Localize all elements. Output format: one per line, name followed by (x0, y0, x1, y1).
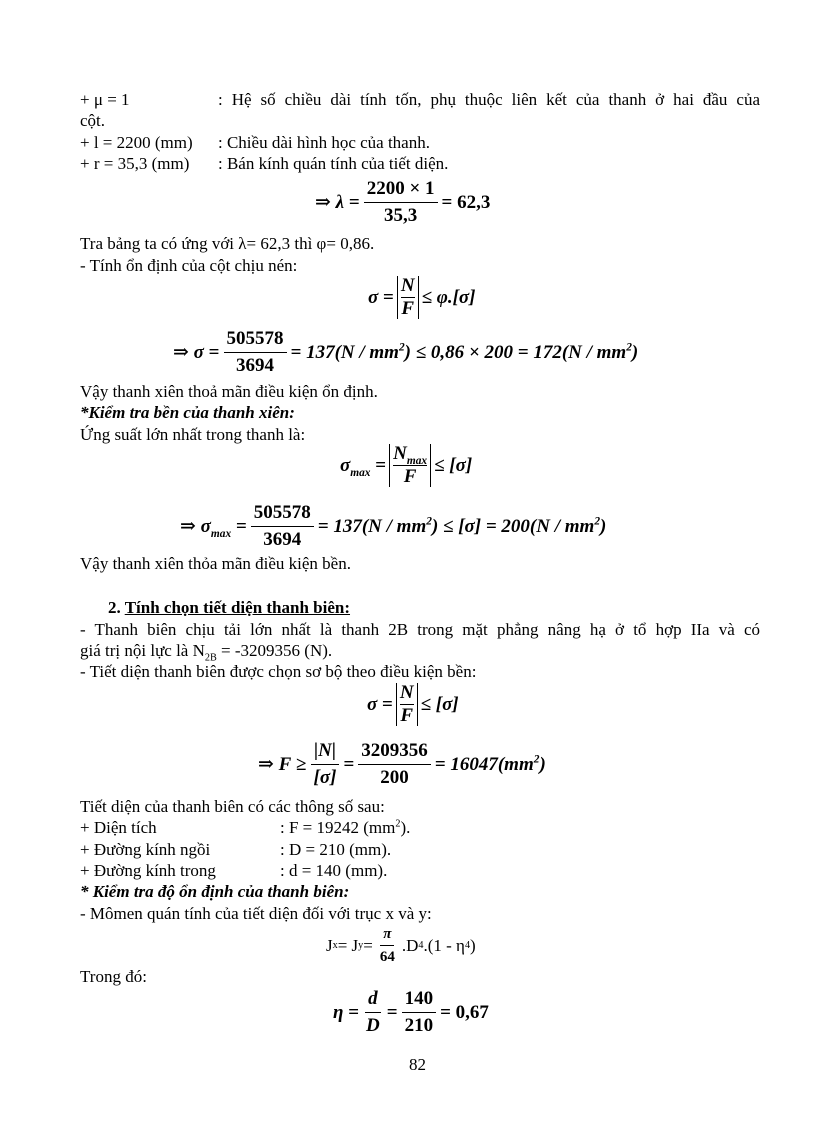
outer-diameter-line (80, 840, 391, 860)
denominator: D (366, 1015, 380, 1036)
equals: = (343, 753, 355, 775)
exponent: 2 (395, 818, 401, 830)
numerator: 2200 × 1 (364, 178, 438, 203)
area-value-end: ). (400, 818, 411, 837)
sigma-max-condition-equation (340, 444, 472, 487)
subscript: 2B (204, 652, 217, 664)
equals: = (235, 515, 247, 537)
abs-fraction (397, 276, 419, 319)
denominator: 3694 (236, 355, 274, 376)
sigma-max-calc-equation (180, 502, 606, 551)
l-line (80, 133, 430, 153)
equals: = (363, 935, 373, 955)
equals: = (375, 454, 387, 476)
numerator: 140 (402, 988, 437, 1013)
sigma-symbol: σ (368, 286, 379, 308)
area-value: : F = 19242 (mm (280, 818, 396, 837)
eta-symbol: η (333, 1001, 344, 1023)
od-value: : D = 210 (mm). (280, 840, 392, 859)
numerator: N (393, 443, 407, 464)
id-value: : d = 140 (mm). (280, 861, 388, 880)
sigma-condition-equation (368, 276, 476, 319)
sigma-calc-equation (173, 328, 638, 377)
section-2-heading (108, 598, 350, 618)
max-stress-intro: Ứng suất lớn nhất trong thanh là: (80, 425, 306, 444)
fraction (402, 988, 437, 1037)
denominator: [σ] (313, 767, 337, 788)
table-lookup: Tra bảng ta có ứng với λ= 62,3 thì φ= 0,86. (80, 234, 375, 253)
result-part: = 16047(mm (434, 753, 534, 775)
ge-symbol: ≥ (296, 753, 307, 775)
result-part: ) (631, 341, 639, 363)
result-part: ) (539, 753, 546, 775)
implies-symbol: ⇒ (315, 192, 331, 213)
text: .D (401, 935, 419, 955)
numerator: 3209356 (358, 740, 431, 765)
numerator: |N| (311, 740, 339, 765)
lambda-symbol: λ (335, 191, 345, 213)
numerator: 505578 (224, 328, 287, 353)
section-number: 2. (108, 598, 125, 617)
area-calc-equation (258, 740, 546, 789)
denominator: 200 (380, 767, 409, 788)
od-term: + Đường kính ngồi (80, 840, 211, 859)
inertia-intro: - Mômen quán tính của tiết diện đối với trục x và y: (80, 904, 432, 923)
implies-symbol: ⇒ (173, 342, 189, 363)
subscript: max (210, 527, 232, 540)
chord-line-2 (80, 641, 333, 664)
exponent: 2 (533, 753, 540, 766)
exponent: 2 (398, 341, 405, 354)
equals: = (348, 191, 360, 213)
sigma-symbol: σ (340, 454, 351, 476)
subscript: max (406, 454, 428, 467)
area-symbol: F (278, 753, 292, 775)
r-term: + r = 35,3 (mm) (80, 154, 190, 173)
equals: = (383, 286, 394, 308)
implies-symbol: ⇒ (180, 516, 196, 537)
text: ) (470, 935, 476, 955)
r-desc: : Bán kính quán tính của tiết diện. (218, 154, 449, 173)
lambda-equation (315, 178, 490, 227)
equals: = (386, 1001, 398, 1023)
fraction (311, 740, 340, 789)
j-symbol: J (326, 935, 333, 955)
result-part: ) ≤ [σ] = 200(N / mm (431, 515, 595, 537)
chord-stability-heading: * Kiểm tra độ ổn định của thanh biên: (80, 882, 350, 901)
stability-intro: - Tính ổn định của cột chịu nén: (80, 256, 298, 275)
l-desc: : Chiều dài hình học của thanh. (218, 133, 430, 152)
result-part: ) (600, 515, 607, 537)
mu-desc: : Hệ số chiều dài tính tốn, phụ thuộc liên kết của thanh ở hai đầu của (218, 90, 760, 109)
strength-heading: *Kiểm tra bền của thanh xiên: (80, 403, 295, 422)
fraction (251, 502, 314, 551)
area-term: + Diện tích (80, 818, 157, 837)
subscript: max (350, 466, 371, 479)
denominator: 3694 (263, 529, 302, 550)
fraction (377, 925, 398, 966)
exponent: 2 (594, 515, 601, 528)
numerator: N (399, 682, 414, 703)
mu-term: + μ = 1 (80, 90, 130, 109)
numerator: π (380, 925, 394, 946)
chord-line-1: - Thanh biên chịu tải lớn nhất là thanh 2B trong mặt phẳng nâng hạ ở tổ hợp IIa và có (80, 620, 760, 639)
numerator: 505578 (251, 502, 314, 527)
abs-fraction (396, 683, 418, 726)
sigma-symbol: σ (200, 515, 211, 537)
equals: = (208, 341, 220, 363)
text: = J (337, 935, 359, 955)
fraction (358, 740, 431, 789)
params-intro: Tiết diện của thanh biên có các thông số sau: (80, 797, 385, 816)
eta-equation (333, 988, 489, 1037)
denominator: F (401, 298, 415, 319)
section-title: Tính chọn tiết diện thanh biên: (124, 598, 351, 617)
denominator: 64 (379, 949, 395, 965)
sigma-symbol: σ (193, 341, 204, 363)
prelim-line: - Tiết diện thanh biên được chọn sơ bộ theo điều kiện bền: (80, 662, 477, 681)
mu-line (80, 90, 760, 110)
equals: = (348, 1001, 360, 1023)
fraction (224, 328, 287, 377)
numerator: N (400, 275, 415, 296)
result: = 0,67 (440, 1001, 489, 1023)
fraction (363, 988, 383, 1037)
result: = 62,3 (441, 191, 491, 213)
result-part: ) ≤ 0,86 × 200 = 172(N / mm (404, 341, 627, 363)
numerator: d (365, 988, 381, 1013)
denominator: F (403, 466, 417, 487)
text: = -3209356 (N). (216, 641, 333, 660)
result-part: = 137(N / mm (317, 515, 427, 537)
condition-rhs: ≤ [σ] (434, 454, 473, 476)
text: .(1 - η (423, 935, 465, 955)
id-term: + Đường kính trong (80, 861, 216, 880)
denominator: 35,3 (383, 205, 418, 226)
chord-condition-equation (367, 683, 459, 726)
exponent: 2 (626, 341, 632, 354)
denominator: 210 (404, 1015, 434, 1036)
fraction (364, 178, 438, 227)
inertia-equation: J x = J y = $\frac{\pi}{64}$ .D 4 .(1 - η 4 ) (326, 926, 476, 965)
page-number: 82 (409, 1055, 426, 1074)
condition-rhs: ≤ φ.[σ] (421, 286, 476, 308)
text: giá trị nội lực là N (80, 641, 205, 660)
result-part: = 137(N / mm (290, 341, 399, 363)
where-line: Trong đó: (80, 967, 147, 986)
l-term: + l = 2200 (mm) (80, 133, 193, 152)
denominator: F (400, 705, 414, 726)
inner-diameter-line (80, 861, 387, 881)
exponent: 2 (426, 515, 432, 528)
strength-ok: Vậy thanh xiên thỏa mãn điều kiện bền. (80, 554, 351, 573)
mu-desc-cont: cột. (80, 111, 106, 130)
condition-rhs: ≤ [σ] (420, 693, 459, 715)
r-line (80, 154, 448, 174)
area-line (80, 818, 410, 838)
sigma-symbol: σ (367, 693, 378, 715)
equals: = (382, 693, 393, 715)
implies-symbol: ⇒ (258, 754, 274, 775)
stability-ok: Vậy thanh xiên thoả mãn điều kiện ổn định. (80, 382, 378, 401)
abs-fraction (389, 444, 431, 487)
